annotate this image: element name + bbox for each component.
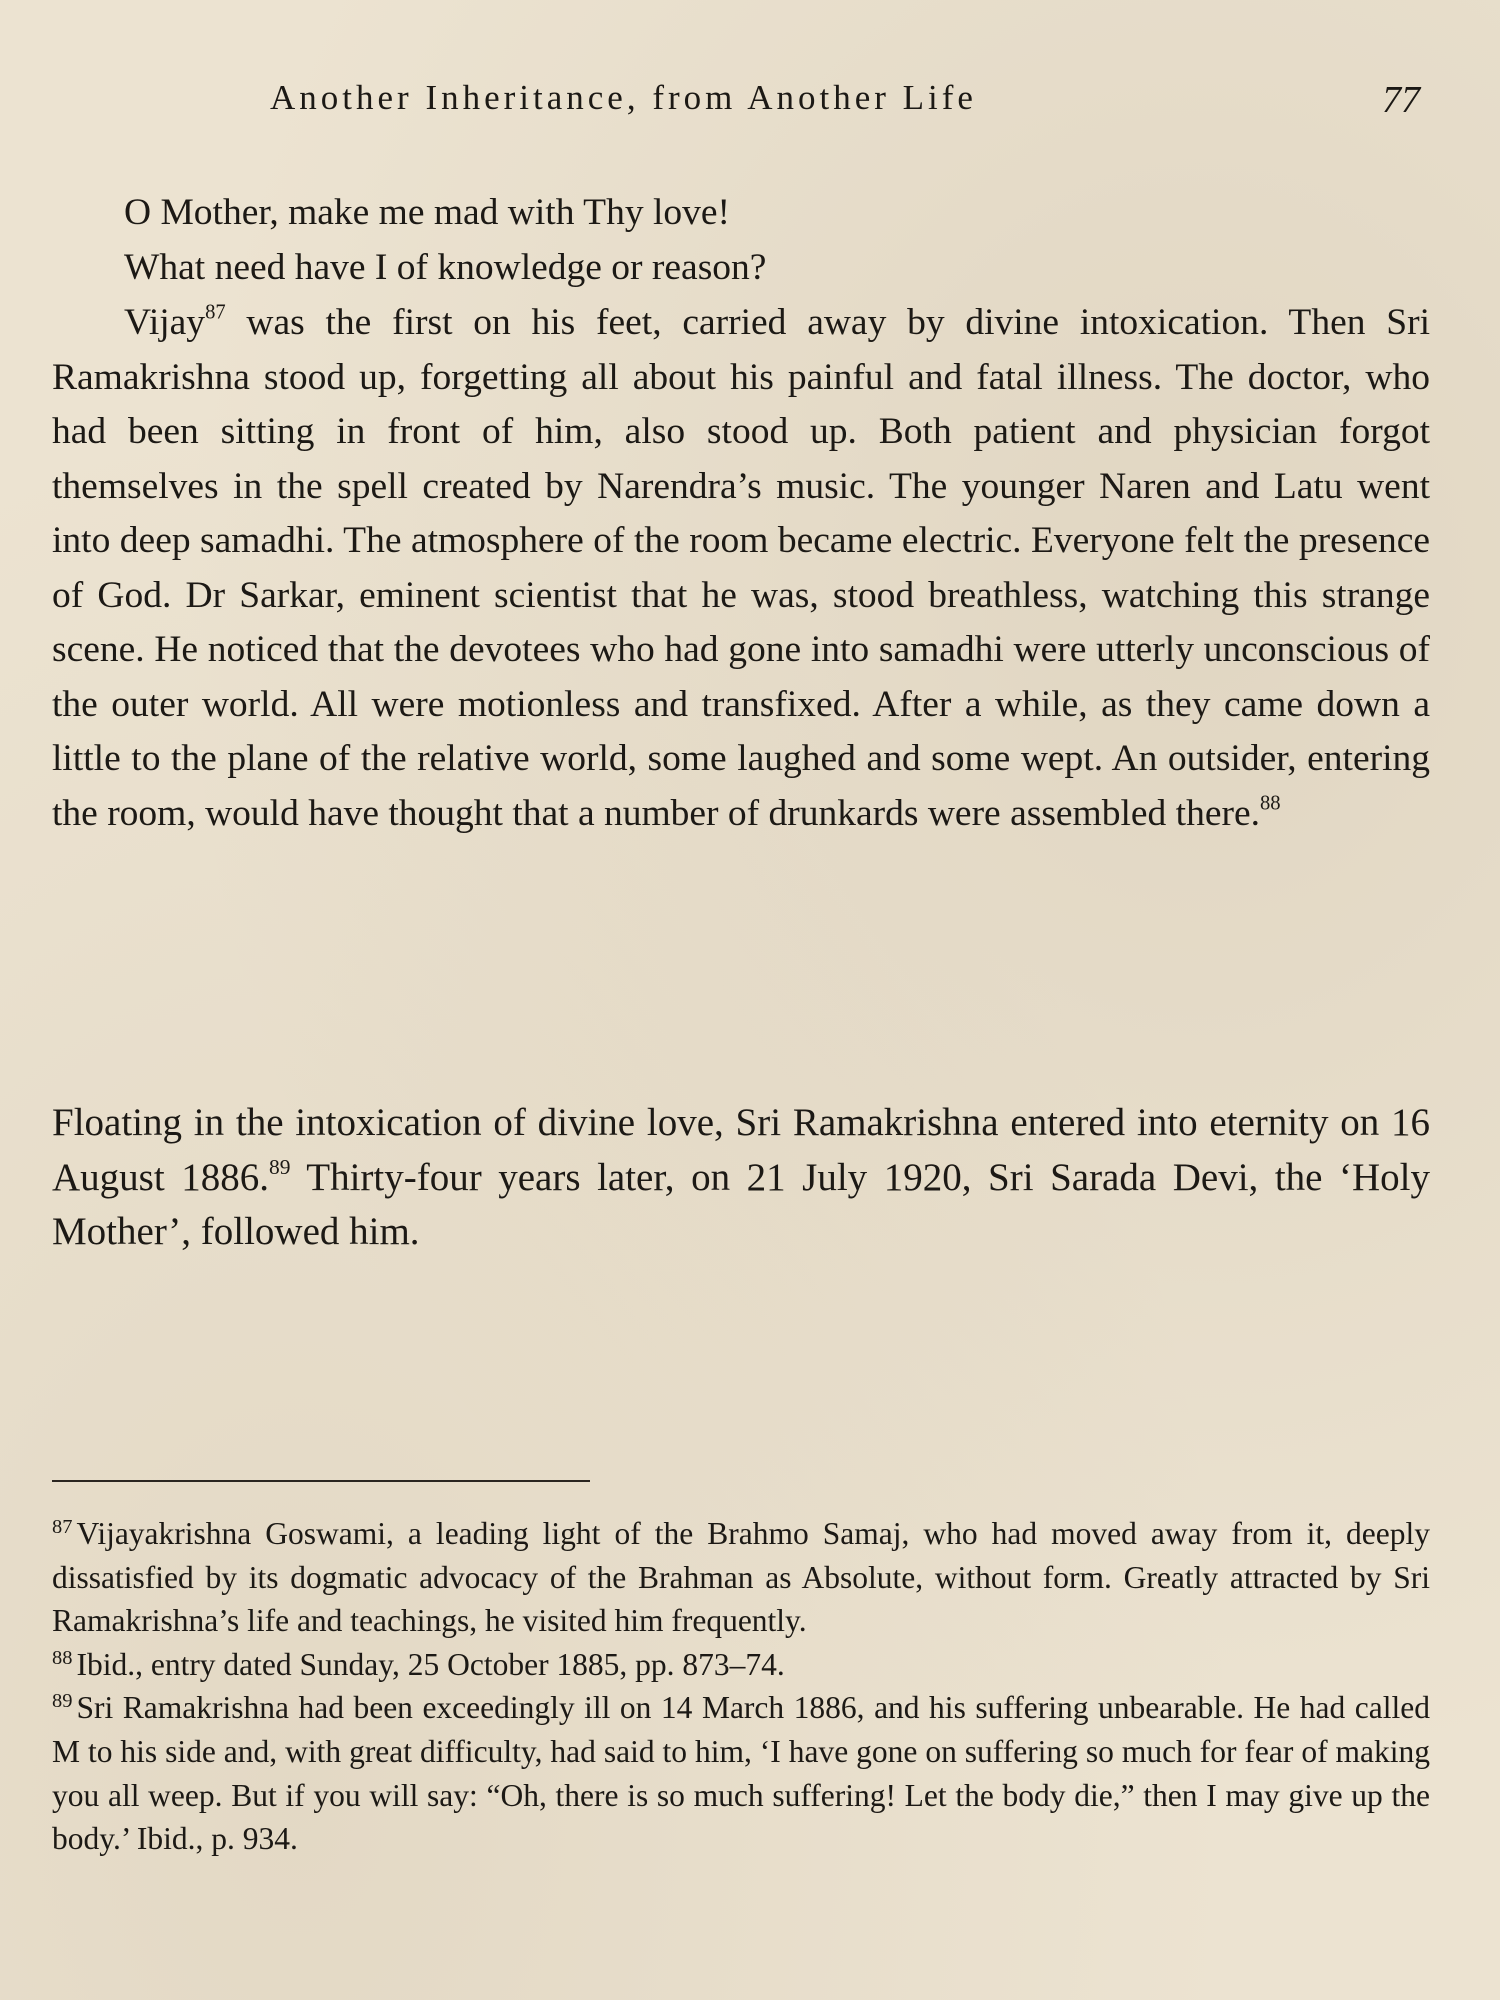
paragraph-part: Floating in the intoxication of divine love, Sri Ramakrishna entered into eternity on 16 August 1886. — [52, 1101, 1430, 1199]
footnotes — [52, 1512, 1430, 1861]
verse-quote — [52, 186, 1430, 295]
footnote-88 — [52, 1643, 1430, 1687]
verse-line: O Mother, make me mad with Thy love! — [124, 192, 731, 233]
footnote-ref-87: 87 — [205, 301, 226, 324]
paragraph-start: Vijay — [124, 302, 206, 343]
footnote-87 — [52, 1512, 1430, 1643]
footnote-divider — [52, 1480, 590, 1482]
page-number: 77 — [1382, 79, 1420, 121]
paragraph-part: Thirty-four years later, on 21 July 1920, Sri Sarada Devi, the ‘Holy Mother’, followed him. — [52, 1155, 1430, 1253]
footnote-ref-89: 89 — [268, 1154, 291, 1179]
footnote-number: 89 — [52, 1690, 73, 1713]
footnote-text: Vijayakrishna Goswami, a leading light of the Brahmo Samaj, who had moved away from it, deeply dissatisfied by its dogmatic advocacy of the Brahman as Absolute, without form. Greatly attracted by Sri Ramakrishna’s life and teachings, he visited him frequently. — [52, 1516, 1430, 1639]
footnote-number: 88 — [52, 1646, 73, 1669]
running-head: Another Inheritance, from Another Life — [270, 78, 977, 117]
footnote-89 — [52, 1686, 1430, 1860]
footnote-text: Sri Ramakrishna had been exceedingly ill on 14 March 1886, and his suffering unbearable. He had called M to his side and, with great difficulty, had said to him, ‘I have gone on suffering so much for fear of making you all weep. But if you will say: “Oh, there is so much suffering! Let the body die,” then I may give up the body.’ Ibid., p. 934. — [52, 1690, 1430, 1857]
footnote-number: 87 — [52, 1515, 73, 1538]
paragraph-body: was the first on his feet, carried away by divine intoxication. Then Sri Ramakrishna stood up, forgetting all about his painful and fatal illness. The doctor, who had been sitting in front of him, also stood up. Both patient and physician forgot themselves in the spell created by Narendra’s music. The younger Naren and Latu went into deep samadhi. The atmosphere of the room became electric. Everyone felt the presence of God. Dr Sarkar, eminent scientist that he was, stood breathless, watching this strange scene. He noticed that the devotees who had gone into samadhi were utterly unconscious of the outer world. All were motionless and transfixed. After a while, as they came down a little to the plane of the relative world, some laughed and some wept. An outsider, entering the room, would have thought that a number of drunkards were assembled there. — [52, 302, 1430, 834]
paragraph-text — [52, 296, 1430, 841]
paragraph-narrative — [52, 296, 1430, 841]
paragraph-text — [52, 1096, 1430, 1260]
footnote-text: Ibid., entry dated Sunday, 25 October 1885, pp. 873–74. — [76, 1646, 785, 1682]
verse-line: What need have I of knowledge or reason? — [124, 246, 767, 288]
footnote-ref-88: 88 — [1259, 792, 1281, 815]
page-header — [270, 78, 1420, 128]
paragraph-conclusion — [52, 1096, 1430, 1260]
